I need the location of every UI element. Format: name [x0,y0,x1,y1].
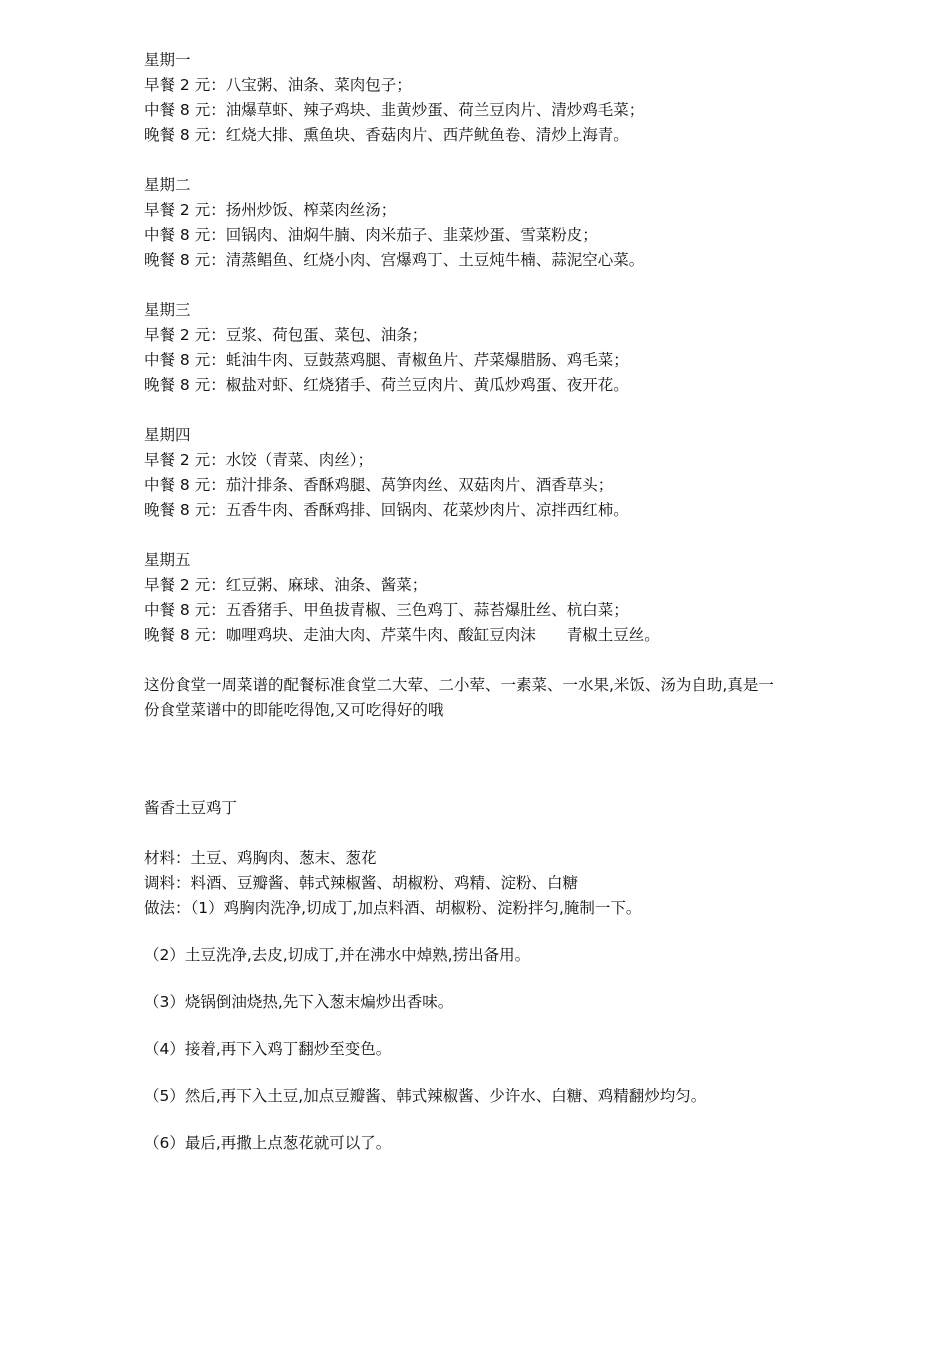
spacer [144,1015,784,1037]
recipe-title: 酱香土豆鸡丁 [144,799,238,817]
menu-day-1 [144,48,784,148]
lunch-line: 中餐 8 元：回锅肉、油焖牛腩、肉米茄子、韭菜炒蛋、雪菜粉皮； [144,226,598,244]
dinner-line: 晚餐 8 元：红烧大排、熏鱼块、香菇肉片、西芹鱿鱼卷、清炒上海青。 [144,126,629,144]
dinner-line: 晚餐 8 元：椒盐对虾、红烧猪手、荷兰豆肉片、黄瓜炒鸡蛋、夜开花。 [144,376,629,394]
recipe-seasoning: 调料：料酒、豆瓣酱、韩式辣椒酱、胡椒粉、鸡精、淀粉、白糖 [144,874,579,892]
breakfast-line: 早餐 2 元：红豆粥、麻球、油条、酱菜； [144,576,428,594]
spacer [144,921,784,943]
menu-day-3 [144,298,784,398]
spacer [144,148,784,173]
lunch-line: 中餐 8 元：蚝油牛肉、豆鼓蒸鸡腿、青椒鱼片、芹菜爆腊肠、鸡毛菜； [144,351,629,369]
recipe-step: （4）接着,再下入鸡丁翻炒至变色。 [144,1040,392,1058]
spacer [144,398,784,423]
day-heading: 星期五 [144,551,191,569]
lunch-line: 中餐 8 元：茄汁排条、香酥鸡腿、莴笋肉丝、双菇肉片、酒香草头； [144,476,614,494]
recipe-step: （6）最后,再撒上点葱花就可以了。 [144,1134,392,1152]
lunch-line: 中餐 8 元：五香猪手、甲鱼拔青椒、三色鸡丁、蒜苔爆肚丝、杭白菜； [144,601,629,619]
breakfast-line: 早餐 2 元：八宝粥、油条、菜肉包子； [144,76,412,94]
recipe-ingredients: 材料：土豆、鸡胸肉、葱末、葱花 [144,849,377,867]
spacer [144,821,784,846]
dinner-line: 晚餐 8 元：咖哩鸡块、走油大肉、芹菜牛肉、酸缸豆肉沫 青椒土豆丝。 [144,626,660,644]
document-page [144,48,784,1156]
dinner-line: 晚餐 8 元：五香牛肉、香酥鸡排、回锅肉、花菜炒肉片、凉拌西红柿。 [144,501,629,519]
spacer [144,968,784,990]
spacer [144,523,784,548]
breakfast-line: 早餐 2 元：豆浆、荷包蛋、菜包、油条； [144,326,428,344]
breakfast-line: 早餐 2 元：扬州炒饭、榨菜肉丝汤； [144,201,397,219]
menu-day-2 [144,173,784,273]
menu-summary: 这份食堂一周菜谱的配餐标准食堂二大荤、二小荤、一素菜、一水果,米饭、汤为自助,真是一份食堂菜谱中的即能吃得饱,又可吃得好的哦 [144,676,774,719]
menu-day-5 [144,548,784,648]
recipe-step: （3）烧锅倒油烧热,先下入葱末煸炒出香味。 [144,993,454,1011]
recipe-step: （5）然后,再下入土豆,加点豆瓣酱、韩式辣椒酱、少许水、白糖、鸡精翻炒均匀。 [144,1087,707,1105]
spacer [144,273,784,298]
day-heading: 星期四 [144,426,191,444]
lunch-line: 中餐 8 元：油爆草虾、辣子鸡块、韭黄炒蛋、荷兰豆肉片、清炒鸡毛菜； [144,101,645,119]
spacer [144,1062,784,1084]
spacer [144,1109,784,1131]
recipe-method: 做法：（1）鸡胸肉洗净,切成丁,加点料酒、胡椒粉、淀粉拌匀,腌制一下。 [144,899,642,917]
day-heading: 星期三 [144,301,191,319]
day-heading: 星期二 [144,176,191,194]
dinner-line: 晚餐 8 元：清蒸鲳鱼、红烧小肉、宫爆鸡丁、土豆炖牛楠、蒜泥空心菜。 [144,251,645,269]
recipe-step: （2）土豆洗净,去皮,切成丁,并在沸水中焯熟,捞出备用。 [144,946,531,964]
day-heading: 星期一 [144,51,191,69]
menu-day-4 [144,423,784,523]
breakfast-line: 早餐 2 元：水饺（青菜、肉丝）； [144,451,373,469]
spacer [144,648,784,673]
